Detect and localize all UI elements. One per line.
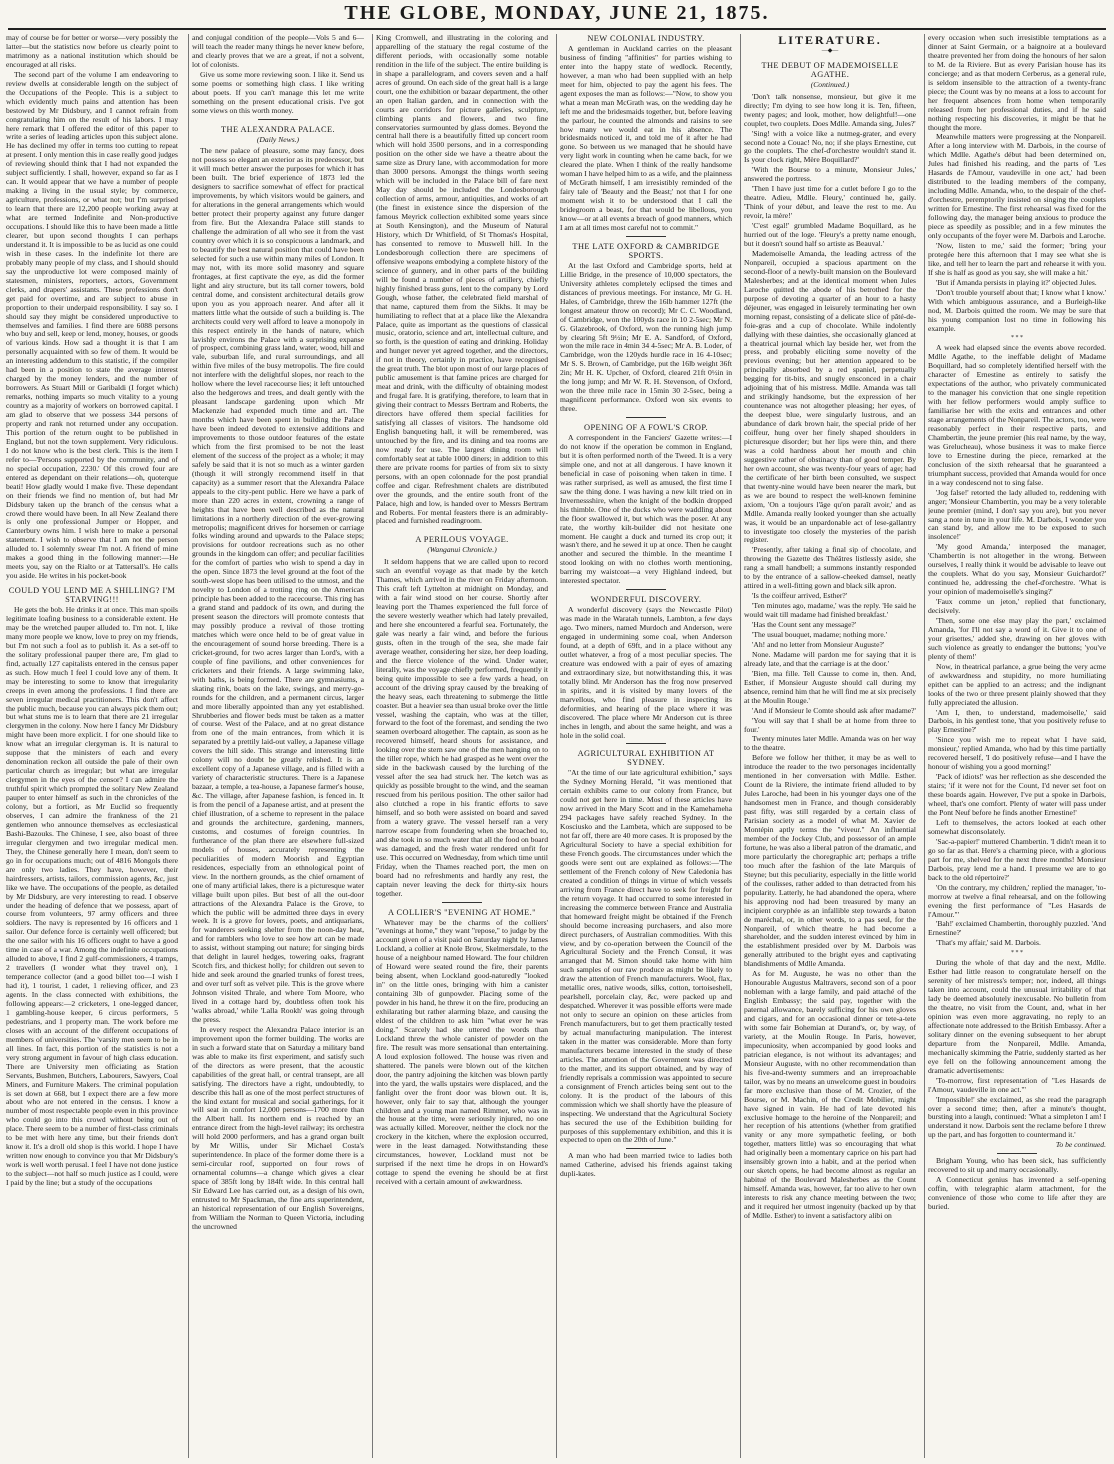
column-rule (924, 34, 925, 1458)
ornament: * * * (1011, 335, 1023, 342)
masthead-rule (8, 28, 1106, 30)
col1-paragraph: may of course be for better or worse—very possibly the latter—but the statistics now before us clearly point to matrimony as a national institution which should be encouraged at all risks. (6, 34, 178, 69)
col6-paragraph: 'That's my affair,' said M. Darbois. (936, 938, 1041, 948)
col5-paragraph: 'Don't talk nonsense, monsieur, but give it me directly; I'm dying to see how long it is. Ten, fifteen, twenty pages; and look, mother, how delightful!—one couplet, two couplets. Does Mdlle. Amanda sing, Jules?' (744, 91, 916, 128)
col5-paragraph: 'The usual bouquet, madame; nothing more.' (752, 630, 887, 639)
col5-paragraph: Twenty minutes later Mdlle. Amanda was on her way to the theatre. (744, 734, 916, 753)
divider (258, 119, 298, 120)
column-4 (560, 34, 732, 1458)
ornament: * * * (1011, 950, 1023, 957)
col4-paragraph: "At the time of our late agricultural exhibition," says the Sydney Morning Herald, "it was mentioned that certain exhibits came to our colony from France, but could not get here in time. Most of these articles have now arrived in the Mary Scott and in the Kamehameha 294 packages have safely reached Sydney. In the Kosciusko and the Lambeta, which are supposed to be not far off, there are 40 more cases. It is proposed by the Agricultural Society to have a special exhibition for these French goods. The circumstances under which the goods were sent out are explained as follows:—'The settlement of the French colony of New Caledonia has created a condition of things in virtue of which vessels arriving from France direct have to seek for freight for the return voyage. It had occurred to some interested in increasing the commerce between France and Australia that homeward freight might be obtained if the French should become increasing purchasers, and also more direct purchasers, of Australian commodities. With this view, and by co-operation between the Council of the Agricultural Society and the French Consul, it was arranged that M. Simon should take home with him such samples of our raw produce as might be likely to draw the attention of French manufacturers. Wool, flax, metallic ores, native woods, silks, cotton, tortoiseshell, pearlshell, porcelain clay, &c, were packed up and despatched. Wherever it was possible efforts were made not only to secure an opinion on these articles from French manufacturers, but to get them practically tested by actual manufacturing manipulation. The interest taken in the matter was considerable. More than forty manufacturers became interested in the study of these articles. The attention of the Government was directed to the matter, and its support obtained, and by way of friendly reprisals a commission was appointed to secure a consignment of French articles being sent out to the colony. It is the product of the labours of this commission which we shall shortly have the pleasure of inspecting. We understand that the Agricultural Society has secured the use of the Exhibition building for purposes of this supplementary exhibition, and this it is expected to open on the 20th of June." (560, 768, 732, 1145)
col2-paragraph: The new palace of pleasure, some may fancy, does not possess so elegant an exterior as its predecessor, but it will much better answer the purposes for which it has been built. The brief experience of 1873 led the designers to sacrifice somewhat of effect for practical improvements, by which visitors would be gainers, and for alterations in the general arrangements which would better protect their property against any future danger from fire. But the Alexandra Palace still stands to challenge the admiration of all who see it from the vast country over which it is so conspicuous a landmark, and to beautify the best natural position that could have been selected for such a use within many miles of London. It may not, with its more solid masonry and square frontages, at first captivate the eye, as did the former light and airy structure, but its tall corner towers, bold central dome, and consistent architectural details grow upon you as you approach nearer. And after all it matters little what the outside of such a building is. The architects could very well afford to leave a monopoly in this respect entirely in the hands of nature, which lavishly environs the Palace with a surprising expanse of prospect, combining grass land, water, wood, hill and vale, suburban life, and rural surroundings, and all within five miles of the busy metropolis. The fire could not interfere with the delightful slopes, nor reach to the hollow where the level racecourse lies; it left untouched also the hedgerows and trees, and dealt gently with the pleasant landscape gardening upon which Mr Mackenzie had expended much time and art. The months which have been spent in building the Palace have been indeed devoted to extensive additions and improvements to those outdoor features of the estate which from the first promised to be not the least element of the success of the project as a whole; it may safely be said that it is not so much as a winter garden (though it will strongly recommend itself in that capacity) as a summer resort that the Alexandra Palace appeals to the city-pent public. Here we have a park of more than 220 acres in extent, crowning a range of heights that have been well described as the natural limitations in a northerly direction of the ever-growing metropolis; magnificent drives for horsemen or carriage folks winding around and upwards to the Palace steps; provisions for outdoor recreations such as no other grounds in the kingdom can offer; and peculiar facilities for the comfort of parties who wish to spend a day in the open. Since 1873 the level ground at the foot of the south-west slope has been utilised to the utmost, and the novelty to London of a trotting ring on the American principle has been added to the racecourse. This ring has a grand stand and paddock of its own, and during the present season the directors will promote contests that may possibly produce a revival of those trotting matches which were once held to be of great value in the encouragement of sound horse breeding. There is a cricket-ground, for two acres larger than Lord's, with a couple of fine pavilions, and other conveniences for cricketers and their friends. A large swimming lake, with baths, is being formed. There are gymnasiums, a skating rink, boats on the lake, swings, and merry-go-rounds for the children, and a permanent circus, larger and more liberally appointed than any yet established. Shrubberies and flower beds must be taken as a matter of course. West of the Palace, and at no great distance from one of the main entrances, from which it is separated by a prettily laid-out valley, a Japanese village covers the hill side. This strange and interesting little colony will no doubt be greatly relished. It is an excellent copy of a Japanese village, and is filled with a variety of characteristic structures. There is a Japanese bazaar, a temple, a tea-house, a Japanese farmer's house, &c. The village, after Japanese fashion, is fenced in. It is from the pencil of a Japanese artist, and at present the chief illustration, of a scheme to represent in the palace and grounds the architecture, gardening, manners, customs, and costumes of foreign countries. In furtherance of the plan there are elsewhere full-sized models of houses, accurately representing the peculiarities of modern Moorish and Egyptian residences, especially from an ethnological point of view. In the northern grounds, as the chief ornament of one of many artificial lakes, there is a picturesque water village built upon piles. But best of all the out-door attractions of the Alexandra Palace is the Grove, to which the public will be admitted three days in every week. It is a grove for lovers, poets, and antiquarians, for wanderers seeking shelter from the noon-day heat, and for ramblers who love to see how art can be made to assist, without stamping out nature; for singing birds that delight in laurel hedges, towering oaks, fragrant Scotch firs, and thickest holly; for children out seven to hide and seek around the gnarled trunks of forest trees, and over turf soft as velvet pile. This is the grove where Johnson visited Thrale, and where Tom Moore, who lived in a cottage hard by, doubtless often took his 'walks abroad,' while 'Lalla Rookh' was going through the press. (192, 146, 364, 1024)
col6-paragraph: 'Then, some one else may play the part,' exclaimed Amanda, 'for I'll not say a word of it. Give it to one of your grisettes,' added she, drawing on her gloves with such violence as greatly to endanger the buttons; 'you've plenty of them!' (928, 616, 1106, 661)
col4-paragraph: A correspondent in the Fanciers' Gazette writes:—I do not know if the operation be common in England, but it is often performed north of the Tweed. It is a very simple one, and not at all dangerous. I have known it beneficial in case of poisoning when taken in time. I was rather surprised, as well as amused, the first time I saw the thing done. I was having a new kilt tried on in Invernessshire, when the knight of the bodkin dropped his thimble. One of the ducks who were waddling about the floor swallowed it, but which was the poser. At any rate, the worthy kilt-builder did not hesitate one moment. He caught a duck and turned its crop out; it wasn't there, and he sewed it up at once. Then he caught another and secured the thimble. In the meantime I stood looking on with no clothes worth mentioning, barring my waistcoat—a very Highland indeed, but interested spectator. (560, 433, 732, 586)
col6-paragraph: 'Don't trouble yourself about that; I know what I know.' With which ambiguous assurance, and a Burleigh-like nod, M. Darbois quitted the room. We may be sure that his young companion lost no time in following his example. (928, 287, 1106, 333)
article-source: (Wanganui Chronicle.) (427, 545, 497, 555)
col4-paragraph: A man who had been married twice to ladies both named Catherine, advised his friends against taking dupli-kates. (560, 1151, 732, 1179)
column-rule (740, 34, 741, 1458)
col6-paragraph: 'On the contrary, my children,' replied the manager, 'to-morrow at twelve a final rehearsal, and on the following evening the first performance of "Les Hasards de l'Amour."' (928, 882, 1106, 919)
article-heading-fowls-crop: OPENING OF A FOWL'S CROP. (584, 423, 708, 433)
article-heading-oxford-cambridge: THE LATE OXFORD & CAMBRIDGE SPORTS. (572, 241, 720, 260)
article-source: (Daily News.) (256, 134, 300, 144)
col6-paragraph: every occasion when such irresistible temptations as a dinner at Saint Germain, or a baignoire at a boulevard theatre prevented her from doing the honours of her salon to M. de la Riviere. But as every Parisian house has its concierge; and as that modern Cerberus, as a general rule, is seldom insensible to the attraction of a twenty-franc piece; the Count was by no means at a loss to account for her frequent absences from home when temporarily released from her professional duties, and if he said nothing respecting his discoveries, it might be that he thought the more. (928, 34, 1106, 132)
article-heading-perilous-voyage: A PERILOUS VOYAGE. (415, 535, 509, 545)
col5-paragraph: 'Sing! with a voice like a nutmeg-grater, and every second note a Couac! No, no; if she plays Ernestine, cut go the couplets. The chef-d'orchestre wouldn't stand it. Is your clock right, Mère Boquillard?' (744, 128, 916, 165)
masthead (0, 0, 1114, 26)
col4-paragraph: A wonderful discovery (says the Newcastle Pilot) was made in the Waratah tunnels, Lambton, a few days ago. Two miners, named Murdoch and Anderson, were engaged in undermining some coal, when Anderson found, at a depth of 69ft, and in a place without any outlet whatever, a frog of a most peculiar species. The creature was endowed with a pair of eyes of amazing and extraordinary size, but notwithstanding this, it was totally blind. Mr Anderson has the frog now preserved in spirits, and it is visited by many lovers of the marvellous, who find pleasure in inspecting its deformities, and hearing of the place where it was discovered. The place where Mr Anderson cut is three inches in length, and about the same height, and was a hole in the solid coal. (560, 605, 732, 740)
col6-paragraph: 'Sac-a-papier!' muttered Chambertin. 'I didn't mean it to go so far as that. Here's a charming piece, with a glorious part for me, shelved for the next three months! Monsieur Darbois, pray lend me a hand. I presume we are to go back to the old répertoire?' (928, 836, 1106, 882)
col6-paragraph: 'Since you wish me to repeat what I have said, monsieur,' replied Amanda, who had by this time partially recovered herself, 'I do positively refuse—and I have the honour of wishing you a good morning!' (928, 735, 1106, 772)
col5-paragraph: 'Ten minutes ago, madame,' was the reply. 'He said he would wait till madame had finished breakfast.' (744, 601, 916, 620)
col5-paragraph: None. Madame will pardon me for saying that it is already late, and that the carriage is at the door.' (744, 649, 916, 668)
col3-paragraph: It seldom happens that we are called upon to record such an eventful voyage as that made by the ketch Thames, which arrived in the river on Friday afternoon. This craft left Lyttelton at midnight on Monday, and with a fair wind stood on her course. Shortly after leaving port the Thames experienced the full force of the severe westerly weather which had lately prevailed, and here she encountered a fearful sea. Fortunately, the gale was nearly a fair wind, and before the furious gusts, often in the trough of the sea, she made fair average weather, considering her size, her deep loading, and the fierce violence of the wind. Under water, literally, was the voyage chiefly performed, frequently it being quite impossible to see a few yards a head, on account of the driving spray caused by the breaking of the heavy seas, each threatening to submerge the little coaster. But a heavier sea than usual broke over the little vessel, washing the captain, who was at the tiller, forward to the foot of the foremast, and sending the two seamen overboard altogether. The captain, as soon as he recovered himself, heard shouts for assistance, and looking over the stern saw one of the men hanging on to the tiller rope, which he had grasped as he went over the side in the backwash caused by the lurching of the vessel after the sea had struck her. The ketch was as quickly as possible brought to the wind, and the seaman rescued from his perilous position. The other sailor had also clutched a rope in his frantic efforts to save himself, and so both were assisted on board and saved from a watery grave. The vessel herself ran a very narrow escape from foundering when she broached to, and she took in so much water that all the food on board was damaged, and the fresh water rendered unfit for use. This occurred on Wednesday, from which time until Friday, when the Thames reached port, the men on board had no refreshments and hardly any rest, the captain never leaving the deck for thirty-six hours together. (376, 557, 548, 898)
col6-paragraph: 'Am I, then, to understand, mademoiselle,' said Darbois, in his gentlest tone, 'that you positively refuse to play Ernestine?' (928, 707, 1106, 735)
divider (626, 236, 666, 237)
ornament: —◆— (821, 47, 839, 54)
col5-paragraph: 'Then I have just time for a cutlet before I go to the theatre. Adieu, Mdlle. Fleury,' continued he, gaily. 'Think of your début, and leave the rest to me. Au revoir, la mère!' (744, 184, 916, 221)
col5-paragraph: 'And if Monsieur le Comte should ask after madame?' (752, 705, 916, 715)
article-heading-alexandra-palace: THE ALEXANDRA PALACE. (221, 124, 335, 134)
article-heading-colonial-industry: NEW COLONIAL INDUSTRY. (587, 34, 705, 43)
column-rule (372, 34, 373, 1458)
col3-paragraph: Whatever may be the charms of the colliers' "evenings at home," they want "repose," to judge by the account given of a visit paid on Saturday night by James Lockland, a collier at Knole Brow, Skelmersdale, to the house of a neighbour named Howard. The four children of Howard were seated round the fire, their parents being absent, when Lockland good-naturedly "looked in" on the little ones, bringing with him a canister containing 3lb of gunpowder. Placing some of the powder in his hand, he threw it on the fire, producing an exhilarating but rather alarming blaze, and causing the eldest of the children to ask him "what ever he was doing." Scarcely had she uttered the words than Lockland threw the whole canister of powder on the fire. The result was more sensational than entertaining. A loud explosion followed. The house was riven and shattered. The panels were blown out of the kitchen door, the pantry adjoining the kitchen was blown partly into the yard, the walls upstairs were displaced, and the fanlight over the front door was blown out. It is, however, only fair to say that, although the younger children and a young man named Rimmer, who was in the house at the time, were seriously injured, no one was actually killed. Moreover, neither the clock nor the crockery in the kitchen, where the explosion occurred, were in the least damaged. Notwithstanding these circumstances, however, Lockland must not be surprised if the next time he drops in on Howard's cottage to spend the evening he should be at first received with a certain amount of awkwardness. (376, 917, 548, 1187)
col2-paragraph: In every respect the Alexandra Palace interior is an improvement upon the former building. The works are in such a forward state that on Saturday a military band was able to make its first experiment, and satisfy such of the directors as were present, that the acoustic capabilities of the great hall, or central transept, are all satisfying. The directors have a right, undoubtedly, to describe this hall as one of the most perfect structures of the kind extant for musical and social gatherings, for it will seat in comfort 12,000 persons—1700 more than the Albert hall. Its northern end is reached by an entrance direct from the high-level railway; its orchestra will hold 2000 performers, and has a grand organ built by Mr Willis, under Sir Michael Costa's superintendence. In place of the former dome there is a semi-circular roof, supported on four rows of ornamental columns—a change which gives a clear space of 385ft long by 184ft wide. In this central hall Sir Edward Lee has carried out, as a design of his own, entrusted to Mr Spackman, the fine arts superintendent, an historical representation of our English Sovereigns, from William the Norman to Queen Victoria, including the uncrowned (192, 1024, 364, 1231)
col5-paragraph: 'Ah! and no letter from Monsieur Auguste?' (752, 639, 885, 649)
col2-paragraph: and conjugal condition of the people—Vols 5 and 6—will teach the reader many things he never knew before, and clearly proves that we are a great, if not a solvent, lot of colonists. (192, 34, 364, 69)
divider (626, 1148, 666, 1149)
col6-paragraph: 'Bah!' exclaimed Chambertin, thoroughly puzzled. 'And Ernestine?' (928, 919, 1106, 938)
col6-paragraph: 'Faux comme un jeton,' replied that functionary, decisively. (928, 597, 1106, 616)
col5-paragraph: 'Is the coiffeur arrived, Esther?' (752, 591, 848, 601)
col4-paragraph: At the last Oxford and Cambridge sports, held at Lillie Bridge, in the presence of 10,000 spectators, the University athletes completely eclipsed the times and distances of previous meetings. For instance, Mr G. H. Hales, of Cambridge, threw the 16lb hammer 127ft (the longest amateur throw on record); Mr C. C. Woodland, of Cambridge, won the 100yds race in 10 2-5sec; Mr N. G. Glazebrook, of Oxford, won the running high jump by clearing 5ft 9½in; Mr E. A. Sandford, of Oxford, won the mile race in 4min 34 4-5sec; Mr A. B. Loder, of Cambridge, won the 120yds hurdle race in 16 4-10sec; Mr S. S. Brown, of Cambridge, put the 16lb weight 36ft 2in; Mr H. K. Upcher, of Oxford, cleared 21ft 0½in in the long jump; and Mr W. R. H. Stevenson, of Oxford, won the three mile race in 15min 30 2-5sec, being a magnificent performance. Oxford won six events to three. (560, 260, 732, 414)
col5-paragraph: 'With the Bourse to a minute, Monsieur Jules,' answered the portress. (744, 165, 916, 184)
article-heading-colliers-evening: A COLLIER'S "EVENING AT HOME." (388, 907, 536, 917)
col6-paragraph: 'But if Amanda persists in playing it?' objected Jules. (936, 277, 1097, 287)
col1-paragraph: The second part of the volume I am endeavoring to review dwells at considerable length on the subject of the Occupations of the People. This is a subject to which evidently much pains and attention has been bestowed by Mr Didsbury, and I cannot refrain from congratulating him on the result of his labors. I may here remark that I offered the editor of this paper to write a series of leading articles upon this subject alone. He has declined my offer in terms too cutting to repeat at present. I only mention this in case really good judges of reviewing should think that I had not expanded the subject sufficiently. I shall, however, expand so far as I can. It would appear that we have a number of people making a living in the usual style; by commerce, agriculture, professions, or what not; but I'm surprised to learn that there are 12,200 people working away at what are termed Indefinite and Non-productive occupations. I should like this to have been made a little clearer, but upon second thoughts I can perhaps understand it. It is impossible to be as lucid as one could wish in these cases. In the indefinite lot there are probably many people of my class, and I should should say the unproductive lot were composed mainly of statesmen, ministers, reporters, actors, Government clerks, and drapers' assistants. These professions don't get paid for overtime, and are subject to abuse in proportion to their underpaid responsibility. I say so. I should say they might be considered unproductive to themselves and families. I find there are 6088 persons who buy and sell, keep or lend, money, houses, or goods of various kinds. How sad a thought it is that I am personally acquainted with so few of them. It would be an interesting addendum to this statistic, if the compiler had been in a position to state the average interest charged by the money lenders, and the number of borrowers. As Stuart Mill or Garibaldi (I forget which) remarks, nothing imparts so much vitality to a young country as a majority of workers on borrowed capital. I am glad to observe that we possess 344 persons of property and rank not returned under any occupation. This portion of the return ought to be published in England, but not the town supplement. Very ridiculous. I do not know who is the best clerk. This is the item I refer to—'Persons supported by the community, and of no special occupation, 2230.' Of this crowd four are entered as dependant on their relations—oh, quoterque beati! How gladly would I make five. These dependant on their friends we find no mention of, but had Mr Didsbury taken up the branch of the census what a crowd there would have been. In all New Zealand there is only one professional Jumper or Hopper, and Canterbury owns him. I wish here to make a personal statement. I wish to observe that I am not the person alluded to. I solemnly swear I'm not. A friend of mine makes a good thing in the following manner:—He meets you, say on the Rialto or at Tattersall's. He calls you aside. He writes in his pocket-book (6, 69, 178, 581)
column-2 (192, 34, 364, 1458)
divider (997, 1153, 1037, 1154)
col6-paragraph: 'Impossible!' she exclaimed, as she read the paragraph over a second time; then, after a minute's thought, bursting into a laugh, continued: 'What a simpleton I am! I understand it now. Darbois sent the reclame before I threw up the part, and has forgotten to countermand it.' (928, 1094, 1106, 1140)
col1-paragraph: He gets the bob. He drinks it at once. This man spoils legitimate loafing business to a considerable extent. He may be the wretched pauper alluded to. I'm not. I, like many more people we know, love to prey on my friends, but I'm not such a fool as to publish it. As a set-off to the solitary professional pauper there are, I'm glad to find, actually 127 capitalists entered in the census paper as such. How much I feel I could love any of them. It may be interesting to some to know that irregularity creeps in even among the professions. I find there are seven irregular medical practitioners. This don't affect the public much, because you can always pick them out; but what stuns me is to learn that there are 21 irregular clergymen in the colony. Now here I fancy Mr Didsbury might have been more explicit. I for one should like to know what an irregular clergyman is. It is natural to suppose that the ministers of each and every denomination reckon all outside the pale of their own particular church as irregular; but what are irregular clergymen in the eyes of the censor? I can admire the truthful spirit which prompted the solitary New Zealand pauper to enter himself as such in the chronicles of the colony, but a fortiori, as Mr Euclid so frequently observes, I can admire the frankness of the 21 gentlemen who announce themselves as ecclesiastical Bashi-Bazouks. The Chinese, I see, also boast of three irregular clergymen and two irregular medical men. They, the Chinese generally here I mean, don't seem to go in for occupations much; out of 4816 Mongols there are only two ladies. They have, however, their hairdressers, artists, tailors, commission agents, &c, just like we have. The occupations of the people, as detailed by Mr Didsbury, are very interesting to read. I observe under the heading of defence that we possess, apart of course from volunteers, 97 army officers and three soldiers. The navy is represented by 16 officers and 1 sailor. Our defence force is certainly well officered; but the one sailor with his 16 officers ought to have a good time in case of a war. Among the indefinite occupations alluded to above, I find 2 gulf-commissioners, 4 tramps, 2 travellers (I wonder what they travel on), 1 temperance collector (and a good billet too—I wish I had it), 1 tourist, 1 cadet, 1 relieving officer, and 23 agents. In the class connected with exhibitions, the following appears:—2 cricketers, 1 one-legged dancer, 1 gambling-house keeper, 6 circus performers, 5 pedestrians, and 1 property man. The work before me closes with an account of the different occupations of members of universities. The 'varsity men seem to be in all lines. In fact, this portion of the statistics is not a very strong argument in favour of high class education. There are University men officiating as Station Servants, Bushmen, Butchers, Labourers, Sawyers, Coal Miners, and Furniture Makers. The criminal population is set down at 668, but I expect there are a few more about who are not entered in the census. I know a number of most respectable people even in this province who could go into this crowd without being out of place. There seem to be a number of first-class criminals to be met with here any time, but their friends don't know it. It's a droll old shop is this world. I hope I have written now enough to convince you that Mr Didsbury's work is well worth perusal. I feel I have not done justice to the subject—not half so much justice as I could, were I paid by the line; but a study of the occupations (6, 605, 178, 1188)
col6-paragraph: Brigham Young, who has been sick, has sufficiently recovered to sit up and marry occasionally. (928, 1156, 1106, 1175)
col6-paragraph: 'To-morrow, first representation of "Les Hasards de l'Amour, vaudeville in one act."' (928, 1075, 1106, 1094)
col6-paragraph: Meanwhile matters were progressing at the Nonpareil. After a long interview with M. Darbois, in the course of which Mdlle. Agathe's début had been determined on, Jules had finished his reading, and the parts of 'Les Hasards de l'Amour, vaudeville in one act,' had been distributed to the leading members of the company, including Mdlle. Amanda, who, to the despair of the chef-d'orchestre, peremptorily insisted on singing the couplets written for Ernestine. The first rehearsal was fixed for the following day, the manager being anxious to produce the piece as speedily as possible; and in a few minutes the only occupants of the foyer were M. Darbois and Laroche. (928, 132, 1106, 240)
divider (442, 902, 482, 903)
col6-paragraph: 'My good Amanda,' interposed the manager, 'Chambertin is not altogether in the wrong. Between ourselves, I really think it would be advisable to leave out the couplets. What do you say, Monsieur Guichardot?' continued he, addressing the chef-d'orchestre. 'What is your opinion of mademoiselle's singing?' (928, 542, 1106, 597)
col6-paragraph: A Connecticut genius has invented a self-opening coffin, with telegraphic alarm attachment, for the convenience of those who come to life after they are buried. (928, 1175, 1106, 1212)
column-6 (928, 34, 1106, 1458)
col5-paragraph: 'You will say that I shall be at home from three to four.' (744, 715, 916, 734)
article-heading-wonderful-discovery: WONDERFUL DISCOVERY. (590, 595, 702, 605)
story-heading: THE DEBUT OF MADEMOISELLE AGATHE. (761, 60, 899, 79)
divider (626, 589, 666, 590)
col2-paragraph: Give us some more reviewing soon. I like it. Send us some poems or something high class. I like writing about poets. If you can't manage this let me write something on the present educational crisis. I've got some views on this worth money. (192, 69, 364, 115)
col5-paragraph: 'Bien, ma fille. Tell Causse to come in, then. And, Esther, if Monsieur Auguste should call during my absence, remind him that he will find me at six precisely at the Moulin Rouge.' (744, 668, 916, 705)
to-be-continued: To be continued. (1055, 1140, 1106, 1150)
col6-paragraph: 'Now, listen to me,' said the former; 'bring your protegée here this afternoon that I may see what she is like, and tell her to learn the part and rehearse it with you. If she is half as good as you say, she will make a hit.' (928, 240, 1106, 277)
divider (442, 529, 482, 530)
column-3 (376, 34, 548, 1458)
col6-paragraph: 'Pack of idiots!' was her reflection as she descended the stairs; 'if it were not for the Count, I'd never set foot on these boards again. However, I've put a spoke in Darbois, wheel, that's one comfort. Plenty of water will pass under the Pont Neuf before he finds another Ernestine!' (928, 772, 1106, 818)
divider (626, 743, 666, 744)
col5-paragraph: 'Has the Count sent any message?' (752, 620, 857, 630)
col1-heading: COULD YOU LEND ME A SHILLING? I'M STARVING!!! (8, 586, 176, 605)
column-rule (556, 34, 557, 1458)
col5-paragraph: As for M. Auguste, he was no other than the Honourable Augustus Maltravers, second son of a poor nobleman with a large family, and paid attaché of the English Embassy; the said pay, together with the paternal allowance, barely sufficing for his own gloves and cigars, and for an occasional dinner or tete-a-tete with some fair Bohemian at Durand's, or, by way, of variety, at the Moulin Rouge. In Paris, however, impecuniosity, when accompanied by good looks and patrician elegance, is not without its advantages; and Monsieur Auguste, with no other recommendation than his five-and-twenty summers and an irreproachable tailor, was by no means an unwelcome guest in boudoirs far more exclusive than those of M. Crozier, of the Bourse, or M. Machin, of the Credit Mobilier, might have signed in vain. He had of late devoted his exclusive homage to the heroine of the Nonpareil; and her reception of his attentions (whether from gratified vanity or any more sympathetic feeling, or both together, matters little) was so encouraging that what had originally been a momentary caprice on his part had insensibly grown into a habit, and at the period when our sketch opens, he had become almost as regular an habitué of the Boulevard Malesherbes as the Count himself. Amanda was, however, far too alive to her own interests to risk any chance meeting between the two; and it required her utmost ingenuity (backed up by that of Mdlle. Esther) to invent a satisfactory alibi on (744, 969, 916, 1220)
col6-paragraph: A week had elapsed since the events above recorded. Mdlle Agathe, to the ineffable delight of Madame Boquillard, had so completely identified herself with the character of Ernestine as entirely to satisfy the expectations of the author, who privately communicated to the manager his conviction that one single repetition with her fellow performers would amply suffice to familiarise her with the exits and entrances and other stage arrangements of the Nonpareil. The actors, too, were reasonably perfect in their respective parts, and Chambertin, the jeune premier (his real name, by the way, was Grelucheau), whose business it was to make fierce love to Ernestine during the piece, remarked at the conclusion of the sixth rehearsal that he guaranteed a triumphant success, provided that Amanda would for once in a way condescend not to sing false. (928, 343, 1106, 487)
column-rule (188, 34, 189, 1458)
col5-paragraph: Before we follow her thither, it may be as well to introduce the reader to the two personages incidentally mentioned in her conversation with Mdlle. Esther. Count de la Riviere, the intimate friend alluded to by Jules Laroche, had been in his younger days one of the handsomest men in France, and though considerably past fifty, was still regarded by a certain class of Parisian society as a model of what M. Xavier de Montépin aptly terms the "viveur." An influential member of the Jockey Club, and possessor of an ample fortune, he was also a liberal patron of the dramatic, and more particularly the choregraphic art; perhaps a trifle too much after the fashion of the late Marquis of Steyne; but this peculiarity, especially in the little world of the coulisses, rather added to than detracted from his popularity. Latterly, he had abandoned the opera, where his approving nod had been treasured by many an incipient coryphée as an infallible step towards a baton de maréchal, or, in other words, to a pas seul, for the Nonpareil, of which theatre he had become a shareholder, and the sudden interest evinced by him in the establishment presided over by M. Darbois was generally attributed to the bright eyes and captivating blandishments of Mdlle Amanda. (744, 753, 916, 969)
column-5 (744, 34, 916, 1458)
story-continued: (Continued.) (810, 79, 850, 89)
article-heading-agricultural-exhibition: AGRICULTURAL EXHIBITION AT SYDNEY. (577, 749, 715, 768)
col4-paragraph: A gentleman in Auckland carries on the pleasant business of finding "affinities" for parties wishing to enter into the happy state of wedlock. Recently, however, a man who had been supplied with an help meet for him, objected to pay the agent his fees. The agent exposes the man as follows:—"Now, to show you what a mean man McGrath was, on the wedding day he left me and the bridesmaids together, but, before leaving the parlour, he counted the almonds and raisins to see how many we would eat in his absence. The bridesmaids noticed it, and told me of it after he had gone. So between us we managed that he should have very light work in counting when he came back, for we cleared the plate. When I think of the really handsome woman I have helped him to as a wife, and the plainness of McGrath himself, I am irresistibly reminded of the fairy tale of 'Beauty and the Beast;' not that I for one moment wish it to be understood that I call the bridegroom a beast, for that would be libellous, you know—or at all events a breach of good manners, which I am at all times most careful not to commit." (560, 43, 732, 233)
newspaper-title: THE GLOBE, MONDAY, JUNE 21, 1875. (344, 2, 770, 24)
col6-paragraph: During the whole of that day and the next, Mdlle. Esther had little reason to congratulate herself on the serenity of her mistress's temper; nor, indeed, all things taken into account, could the unusual irritability of that lady be deemed absolutely inexcusable. No bulletin from the theatre, no visit from the Count, and, what in her opinion was even more aggravating, no reply to an affectionate note addressed to the British Embassy. After a solitary dinner on the evening subsequent to her abrupt departure from the Nonpareil, Mdlle. Amanda, mechanically skimming the Patrie, suddenly started as her eye fell on the following announcement among the dramatic advertisements: (928, 958, 1106, 1075)
column-1 (6, 34, 178, 1458)
col6-paragraph: Now, in theatrical parlance, a grue being the very acme of awkwardness and stupidity, no more humiliating epithet can be applied to an actress; and the indignant looks of the two or three present plainly showed that they fully appreciated the allusion. (928, 661, 1106, 707)
col5-paragraph: 'C'est egal!' grumbled Madame Boquillard, as he hurried out of the loge. 'Fleury's a pretty name enough, but it doesn't sound half so artiste as Beauval.' (744, 221, 916, 249)
col6-paragraph: Left to themselves, the actors looked at each other somewhat disconsolately. (928, 817, 1106, 836)
divider (626, 417, 666, 418)
section-heading-literature: LITERATURE. (778, 34, 882, 47)
col5-paragraph: 'Presently, after taking a final sip of chocolate, and throwing the Gazette des Théâtres listlessly aside, she rang a small handbell; a summons instantly responded to by the entrance of a sallow-cheeked damsel, neatly attired in a well-fitting gown and black silk apron. (744, 545, 916, 591)
col3-paragraph: King Cromwell, and illustrating in the coloring and apparelling of the statuary the regal costume of the different periods, with occasionally some notable rendition in the life of the subject. The entire building is in shape a parallelogram, and covers seven and a half acres of ground. On each side of the great hall is a large court, one the exhibition or bazaar department, the other an open Italian garden, and in connection with the courts are corridors for picture galleries, sculpture, climbing plants and flowers, and two fine conservatories surmounted by glass domes. Beyond the central hall there is a beautifully fitted up concert room which will hold 3500 persons, and in a corresponding position on the other side we have a theatre about the same size as Drury lane, with accommodation for more than 3000 persons. Amongst the things worth seeing which will be included in the Palace bill of fare next May day should be included the Londesborough collection of arms, armour, antiquities, and works of art (the finest in existence since the dispersion of the famous Meyrick collection exhibited some years since at South Kensington), and the Museum of Natural History, which Dr Whitfield, of St Thomas's Hospital, has consented to remove to Muswell hill. In the Londesborough collection there are specimens of offensive weapons embodying a complete history of the science of gunnery, and in other parts of the building will be found a number of pieces of artillery, chiefly highly finished brass guns, lent to the company by Lord Gough, whose father, the celebrated field marshal of that name, captured them from the Sikhs. It may be humiliating to reflect that at a place like the Alexandra Palace, quite as important as the questions of classical music, oratorio, science and art, intellectual culture, and so forth, is the question of eating and drinking. Holiday and hunger never yet agreed together, and the directors, if not in theory, certainly in practice, have recognised the great truth. The blot upon most of our large places of public amusement is that famine prices are charged for meat and drink, with the difficulty of obtaining modest and frugal fare. It is gratifying, therefore, to learn that in giving their contract to Messrs Bertram and Roberts, the directors have offered them special facilities for satisfying all classes of visitors. The handsome old English banqueting hall, it will be remembered, was untouched by the fire, and its dining and tea rooms are now ready for use. The largest dining room will comfortably seat at table 1000 diners; in addition to this there are private rooms for parties of from six to sixty persons, with an open colonnade for the post prandial coffee and cigar. Refreshment chalets are distributed over the grounds, and the entire south front of the Palace, high and low, is handed over to Messrs Bertram and Roberts. For mental feasters there is an admirably-placed and furnished readingroom. (376, 34, 548, 526)
col5-paragraph: Mademoiselle Amanda, the leading actress of the Nonpareil, occupied a spacious apartment on the second-floor of a newly-built mansion on the Boulevard Malesherbes; and at the identical moment when Jules Laroche quitted the abode of his betrothed for the purpose of devoting a quarter of an hour to a hasty déjeuner, was engaged in leisurely terminating her own morning repast, consisting of a delicate slice of pâté-de-foie-gras and a cup of chocolate. While indolently dallying with these dainties, she occasionally glanced at a theatrical journal which lay beside her, wet from the press, and probably eliciting some novelty of the previous evening; but her attention appeared to be principally absorbed by a red spaniel, perpetually begging for tit-bits, and snugly ensconced in a chair adjoining that of his mistress. Mdlle. Amanda was tall and strikingly handsome, but the expression of her countenance was not altogether pleasing; her eyes, of the deepest blue, were singularly lustrous, and an abundance of dark brown hair, the special pride of her coiffeur, hung over her finely shaped shoulders in picturesque disorder; but her lips were thin, and there was a cold hardness about her mouth and chin suggestive rather of obstinacy than of good temper. By her own account, she was twenty-four years of age; had the certificate of her birth been consulted, we suspect that twenty-nine would have been nearer the mark, but as we are bound to respect the well-known feminine axiom, 'On a toujours l'âge qu'on paraît avoir,' and as Mdlle. Amanda really looked younger than she actually was, it would be an unpardonable act of lese-gallantry to investigate too closely the mysteries of the parish register. (744, 248, 916, 545)
col6-paragraph: 'Jog false!' retorted the lady alluded to, reddening with anger; 'Monsieur Chambertin, you may be a very tolerable jeune premier (mind, I don't say you are), but you never sang a note in tune in your life. M. Darbois, I wonder you can stand by, and allow me to be exposed to such insolence!' (928, 487, 1106, 542)
